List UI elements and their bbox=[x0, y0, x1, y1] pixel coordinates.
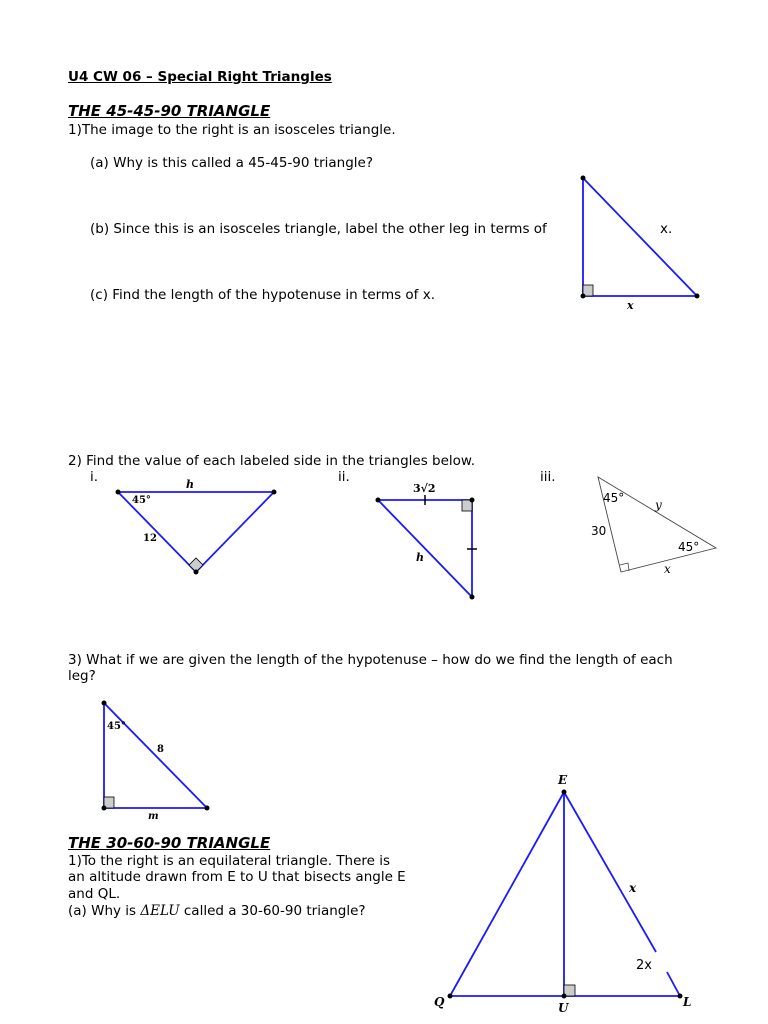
q2-label-ii: ii. bbox=[338, 469, 350, 485]
eq-side-EQ bbox=[450, 792, 564, 996]
fig1-vertex-right bbox=[695, 294, 700, 299]
q2iii-label-45-top: 45° bbox=[603, 491, 625, 505]
eq-side-EL-upper bbox=[564, 792, 656, 952]
q2iii-label-45-right: 45° bbox=[678, 540, 700, 554]
eq-side-EL-lower bbox=[667, 972, 680, 996]
eq-vertex-Q bbox=[448, 994, 453, 999]
q3-vertex-top bbox=[102, 701, 107, 706]
q2i-vertex-right bbox=[272, 490, 277, 495]
q3-vertex-corner bbox=[102, 806, 107, 811]
q2ii-label-top: 3√2 bbox=[413, 482, 436, 495]
section2-para-1: 1)To the right is an equilateral triangle. There is bbox=[68, 853, 391, 869]
figure-equilateral bbox=[434, 773, 691, 1015]
question-1: 1)The image to the right is an isosceles triangle. bbox=[68, 122, 396, 138]
section-heading-30: THE 30-60-90 TRIANGLE bbox=[68, 834, 271, 852]
section2-para-3: and QL. bbox=[68, 886, 121, 902]
q2iii-label-x: x bbox=[664, 562, 671, 576]
question-3-line2: leg? bbox=[68, 668, 96, 684]
fig1-triangle bbox=[583, 178, 697, 296]
eq-label-E: E bbox=[558, 773, 568, 787]
question-3-line1: 3) What if we are given the length of the hypotenuse – how do we find the length of each bbox=[68, 652, 673, 668]
fig1-vertex-top bbox=[581, 176, 586, 181]
section2-para-2: an altitude drawn from E to U that bisects angle E bbox=[68, 869, 406, 885]
q3-triangle bbox=[104, 703, 207, 808]
q3-label-8: 8 bbox=[157, 744, 164, 755]
eq-vertex-L bbox=[678, 994, 683, 999]
question-1a: (a) Why is this called a 45-45-90 triangle? bbox=[90, 155, 373, 171]
triangle-name: ELU bbox=[150, 903, 180, 919]
eq-label-x: x bbox=[629, 881, 637, 895]
question-a-suffix: called a 30-60-90 triangle? bbox=[179, 903, 366, 919]
q2iii-label-30: 30 bbox=[591, 524, 607, 538]
q2ii-vertex-left bbox=[376, 498, 381, 503]
q2-label-iii: iii. bbox=[540, 469, 556, 485]
figure-q2-iii bbox=[591, 477, 716, 576]
page-title: U4 CW 06 – Special Right Triangles bbox=[68, 69, 332, 85]
q2i-label-12: 12 bbox=[143, 533, 157, 544]
fig1-label-x: x bbox=[627, 299, 634, 312]
section-heading-45: THE 45-45-90 TRIANGLE bbox=[68, 102, 271, 120]
eq-label-L: L bbox=[683, 995, 692, 1009]
eq-vertex-E bbox=[562, 790, 567, 795]
question-1b: (b) Since this is an isosceles triangle, label the other leg in terms of bbox=[90, 221, 547, 237]
eq-label-U: U bbox=[558, 1001, 569, 1015]
figure-45-45-90 bbox=[581, 176, 700, 313]
question-1c: (c) Find the length of the hypotenuse in terms of x. bbox=[90, 287, 436, 303]
delta-symbol: Δ bbox=[140, 903, 151, 919]
question-2: 2) Find the value of each labeled side in the triangles below. bbox=[68, 453, 476, 469]
q2iii-right-angle-mark bbox=[620, 563, 629, 571]
q3-vertex-right bbox=[205, 806, 210, 811]
figure-q2-i bbox=[116, 478, 277, 575]
eq-label-2x: 2x bbox=[636, 958, 652, 973]
q2ii-label-h: h bbox=[416, 551, 424, 564]
fig1-vertex-corner bbox=[581, 294, 586, 299]
q3-label-m: m bbox=[148, 811, 159, 822]
q2ii-vertex-corner bbox=[470, 498, 475, 503]
question-a-prefix: (a) Why is bbox=[68, 903, 141, 919]
q2i-vertex-left bbox=[116, 490, 121, 495]
q2ii-vertex-bottom bbox=[470, 595, 475, 600]
figure-q3 bbox=[102, 701, 210, 823]
question-1b-end: x. bbox=[660, 221, 673, 237]
figure-q2-ii bbox=[376, 482, 478, 600]
q2i-label-h: h bbox=[186, 478, 194, 491]
q3-label-45: 45° bbox=[107, 721, 126, 732]
q2i-vertex-bottom bbox=[194, 570, 199, 575]
eq-label-Q: Q bbox=[434, 995, 445, 1009]
q2i-label-45: 45° bbox=[132, 495, 151, 506]
q2ii-triangle bbox=[378, 500, 472, 597]
q2iii-label-y: y bbox=[655, 498, 662, 512]
eq-vertex-U bbox=[562, 994, 567, 999]
q2-label-i: i. bbox=[90, 469, 99, 485]
